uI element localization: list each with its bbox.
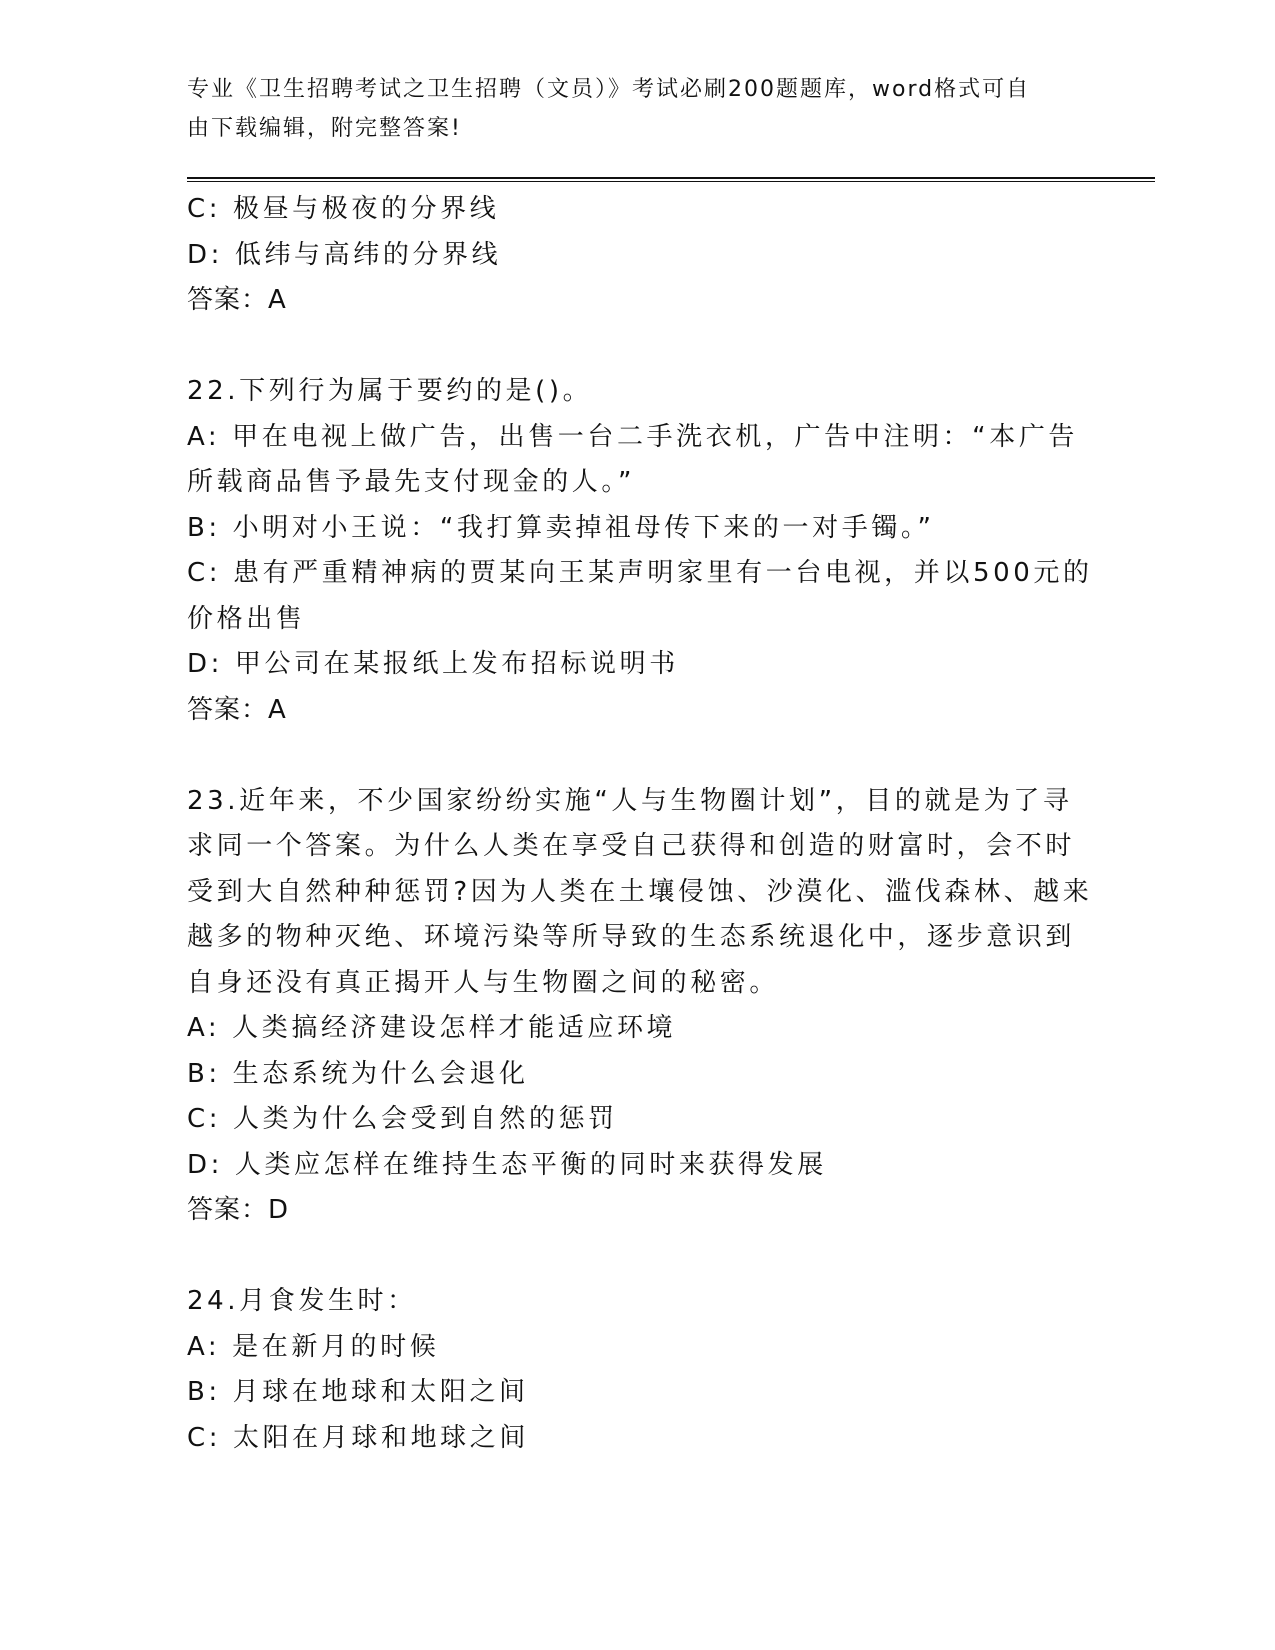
q24-option-a: A: 是在新月的时候 [187, 1331, 440, 1362]
q22-option-a-line-1: A: 甲在电视上做广告，出售一台二手洗衣机，广告中注明：“本广告 [187, 421, 1079, 452]
spacer [187, 324, 1087, 370]
spacer [187, 733, 1087, 779]
page-header [187, 70, 1067, 148]
question-24 [187, 1279, 1087, 1461]
q23-stem-line-5: 自身还没有真正揭开人与生物圈之间的秘密。 [187, 967, 780, 998]
q22-answer-value: A [268, 694, 287, 725]
q24-option-b: B: 月球在地球和太阳之间 [187, 1377, 529, 1407]
q23-option-b: B: 生态系统为什么会退化 [187, 1058, 529, 1089]
q23-stem-line-3: 受到大自然种种惩罚?因为人类在土壤侵蚀、沙漠化、滥伐森林、越来 [187, 876, 1093, 907]
q24-stem: 24.月食发生时： [187, 1286, 417, 1316]
q22-option-b: B: 小明对小王说：“我打算卖掉祖母传下来的一对手镯。” [187, 512, 935, 543]
q23-stem-line-2: 求同一个答案。为什么人类在享受自己获得和创造的财富时，会不时 [187, 831, 1076, 861]
q22-option-d: D: 甲公司在某报纸上发布招标说明书 [187, 649, 679, 679]
q22-answer [187, 688, 1087, 734]
question-list [187, 187, 1093, 1461]
q21-answer [187, 278, 1087, 324]
q21-option-c: C: 极昼与极夜的分界线 [187, 194, 500, 224]
q23-stem-line-1: 23.近年来，不少国家纷纷实施“人与生物圈计划”，目的就是为了寻 [187, 785, 1073, 816]
question-21 [187, 187, 1087, 324]
q22-option-c-line-2: 价格出售 [187, 603, 306, 634]
q23-option-c: C: 人类为什么会受到自然的惩罚 [187, 1104, 618, 1134]
q22-answer-label: 答案： [187, 694, 269, 725]
q21-option-d: D: 低纬与高纬的分界线 [187, 239, 502, 270]
q23-option-d: D: 人类应怎样在维持生态平衡的同时来获得发展 [187, 1149, 827, 1180]
q21-answer-label: 答案： [187, 285, 269, 315]
q23-answer [187, 1188, 1087, 1234]
header-divider [187, 177, 1155, 182]
spacer [187, 1234, 1087, 1280]
q22-option-a-line-2: 所载商品售予最先支付现金的人。” [187, 467, 636, 497]
q23-stem-line-4: 越多的物种灭绝、环境污染等所导致的生态系统退化中，逐步意识到 [187, 922, 1076, 952]
q23-answer-label: 答案： [187, 1195, 269, 1225]
q21-answer-value: A [268, 285, 287, 315]
question-23 [187, 779, 1093, 1234]
q24-option-c: C: 太阳在月球和地球之间 [187, 1422, 529, 1453]
q22-stem: 22.下列行为属于要约的是()。 [187, 376, 593, 406]
question-22 [187, 369, 1093, 733]
q23-answer-value: D [268, 1195, 290, 1225]
header-line-1: 专业《卫生招聘考试之卫生招聘（文员）》考试必刷200题题库，word格式可自 [187, 77, 1031, 102]
header-line-2: 由下载编辑，附完整答案! [187, 116, 462, 141]
q23-option-a: A: 人类搞经济建设怎样才能适应环境 [187, 1013, 677, 1043]
q22-option-c-line-1: C: 患有严重精神病的贾某向王某声明家里有一台电视，并以500元的 [187, 558, 1093, 588]
